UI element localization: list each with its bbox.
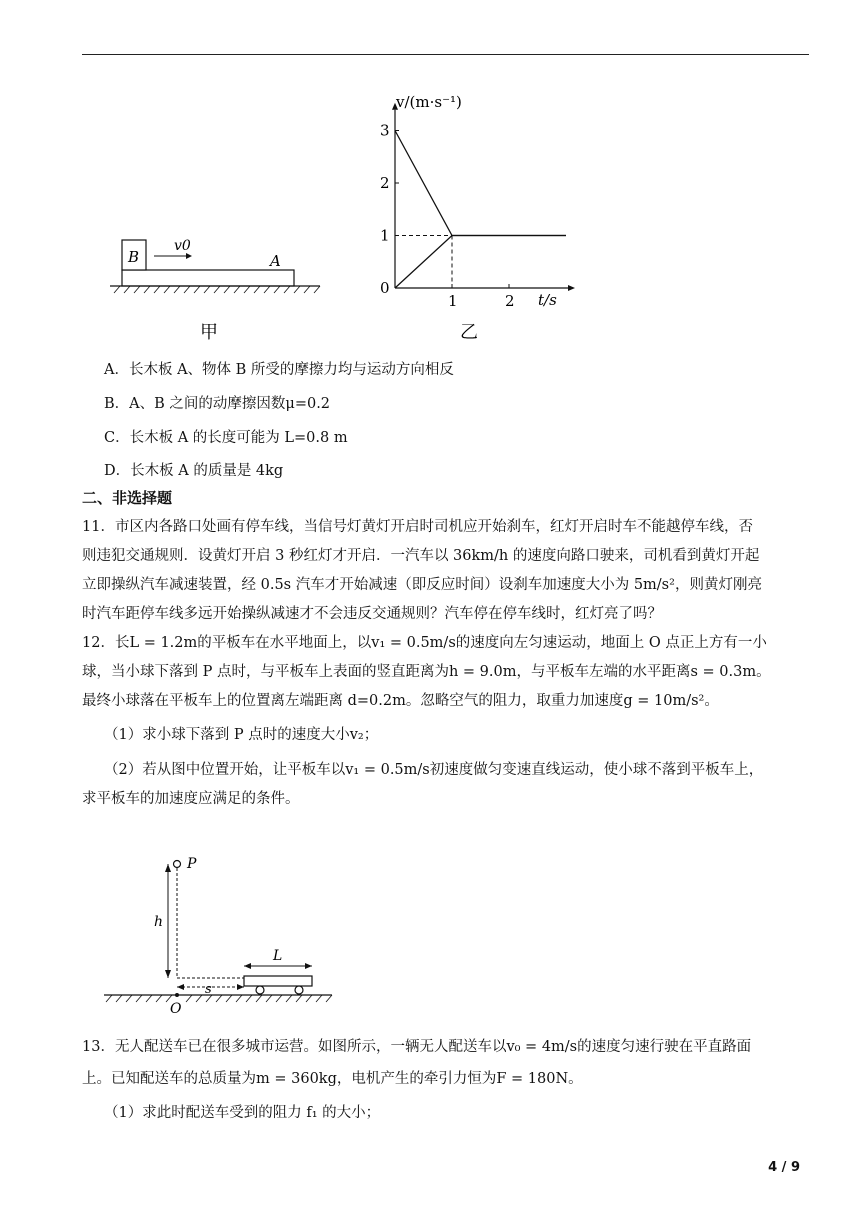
- x-tick-label-1: 1: [448, 292, 458, 310]
- series-line-1: [395, 131, 566, 236]
- y-tick-label-1: 1: [380, 226, 390, 245]
- q12-sub-2: （2）若从图中位置开始，让平板车以v₁ = 0.5m/s初速度做匀变速直线运动，使小球不落到平板车上，: [104, 762, 764, 778]
- option-c: C．长木板 A 的长度可能为 L=0.8 m: [104, 430, 348, 446]
- x-tick-label-2: 2: [505, 292, 515, 310]
- x-axis-label: t/s: [538, 291, 557, 309]
- section-heading: 二、非选择题: [82, 489, 173, 507]
- figure-yi-caption: 乙: [460, 322, 478, 343]
- q11-line-1: 11．市区内各路口处画有停车线，当信号灯黄灯开启时司机应开始刹车，红灯开启时车不能越停车线，否: [82, 519, 753, 535]
- q11-line-4: 时汽车距停车线多远开始操纵减速才不会违反交通规则？汽车停在停车线时，红灯亮了吗？: [82, 606, 662, 622]
- figure-q12: [100, 850, 340, 1020]
- q12-line-2: 球，当小球下落到 P 点时，与平板车上表面的竖直距离为h = 9.0m，与平板车左端的水平距离s = 0.3m。: [82, 664, 771, 680]
- option-a: A．长木板 A、物体 B 所受的摩擦力均与运动方向相反: [104, 362, 454, 378]
- y-tick-label-2: 2: [380, 174, 390, 192]
- length-label: L: [273, 948, 283, 964]
- q12-sub-2-cont: 求平板车的加速度应满足的条件。: [82, 791, 300, 807]
- option-d: D．长木板 A 的质量是 4kg: [104, 463, 284, 479]
- y-axis-label: v/(m·s⁻¹): [396, 93, 462, 111]
- q11-line-2: 则违犯交通规则．设黄灯开启 3 秒红灯才开启．一汽车以 36km/h 的速度向路口驶来，司机看到黄灯开起: [82, 548, 760, 564]
- block-b-label: B: [128, 248, 140, 266]
- q13-line-2: 上。已知配送车的总质量为m = 360kg，电机产生的牵引力恒为F = 180N。: [82, 1071, 583, 1087]
- velocity-label: v0: [174, 238, 191, 254]
- series-line-2: [395, 236, 566, 289]
- x-axis-arrow: [568, 285, 575, 291]
- figure-jia-caption: 甲: [200, 322, 218, 343]
- header-rule: [82, 54, 809, 55]
- y-tick-label-3: 3: [380, 121, 390, 140]
- q12-sub-1: （1）求小球下落到 P 点时的速度大小v₂；: [104, 727, 379, 743]
- option-b: B．A、B 之间的动摩擦因数μ=0.2: [104, 396, 331, 412]
- point-p-label: P: [187, 856, 197, 872]
- board-a-label: A: [270, 252, 281, 270]
- figure-jia: [100, 230, 330, 350]
- q13-line-1: 13．无人配送车已在很多城市运营。如图所示，一辆无人配送车以v₀ = 4m/s的速度匀速行驶在平直路面: [82, 1039, 752, 1055]
- height-label: h: [154, 914, 164, 930]
- q13-sub-1: （1）求此时配送车受到的阻力 f₁ 的大小；: [104, 1105, 381, 1121]
- q11-line-3: 立即操纵汽车减速装置，经 0.5s 汽车才开始减速（即反应时间）设刹车加速度大小为 5m/s²，则黄灯刚亮: [82, 577, 762, 593]
- y-tick-label-0: 0: [380, 279, 390, 297]
- q12-line-1: 12．长L = 1.2m的平板车在水平地面上，以v₁ = 0.5m/s的速度向左匀速运动，地面上 O 点正上方有一小: [82, 635, 767, 651]
- q12-line-3: 最终小球落在平板车上的位置离左端距离 d=0.2m。忽略空气的阻力，取重力加速度g = 10m/s²。: [82, 693, 719, 709]
- figure-yi-velocity-chart: [360, 85, 590, 345]
- page-number: 4 / 9: [768, 1160, 800, 1175]
- dist-label: s: [205, 982, 212, 997]
- point-o-label: O: [170, 1001, 182, 1017]
